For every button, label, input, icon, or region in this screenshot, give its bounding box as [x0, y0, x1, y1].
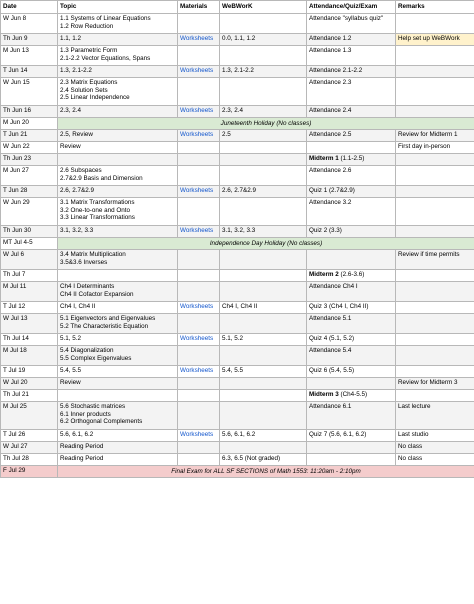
remarks-cell[interactable]: [396, 106, 474, 118]
materials-cell[interactable]: [178, 302, 220, 314]
table-row: [1, 142, 474, 154]
remarks-cell[interactable]: [396, 282, 474, 302]
remarks-cell[interactable]: [396, 78, 474, 106]
attendance-cell[interactable]: [307, 402, 396, 430]
worksheets-link[interactable]: Worksheets: [180, 367, 214, 374]
remarks-cell[interactable]: Help set up WeBWork: [396, 34, 474, 46]
table-row: [1, 430, 474, 442]
webwork-cell[interactable]: 0.0, 1.1, 1.2: [220, 34, 307, 46]
webwork-cell[interactable]: 5.4, 5.5: [220, 366, 307, 378]
materials-cell[interactable]: [178, 270, 220, 282]
materials-cell[interactable]: [178, 186, 220, 198]
topic-line: 2.3, 2.4: [60, 107, 82, 114]
materials-cell[interactable]: [178, 366, 220, 378]
webwork-cell[interactable]: 6.3, 6.5 (Not graded): [220, 454, 307, 466]
attendance-cell[interactable]: [307, 34, 396, 46]
date-cell[interactable]: M Jun 13: [1, 46, 58, 66]
date-cell[interactable]: Th Jun 23: [1, 154, 58, 166]
webwork-cell[interactable]: [220, 378, 307, 390]
remarks-cell[interactable]: [396, 270, 474, 282]
topic-line: 5.1, 5.2: [60, 335, 82, 342]
topic-cell[interactable]: [58, 402, 178, 430]
attendance-text: Attendance 6.1: [309, 403, 352, 410]
date-cell[interactable]: Th Jul 28: [1, 454, 58, 466]
table-row: [1, 130, 474, 142]
worksheets-link[interactable]: Worksheets: [180, 227, 214, 234]
worksheets-link[interactable]: Worksheets: [180, 107, 214, 114]
materials-cell[interactable]: [178, 46, 220, 66]
attendance-text: Attendance 5.4: [309, 347, 352, 354]
remarks-cell[interactable]: [396, 198, 474, 226]
table-row: [1, 282, 474, 302]
holiday-banner: Independence Day Holiday (No classes): [58, 238, 474, 250]
worksheets-link[interactable]: Worksheets: [180, 335, 214, 342]
topic-line: 1.3, 2.1-2.2: [60, 67, 92, 74]
date-cell[interactable]: W Jun 15: [1, 78, 58, 106]
table-row: [1, 402, 474, 430]
final-exam-banner: Final Exam for ALL SF SECTIONS of Math 1553: 11:20am - 2:10pm: [58, 466, 474, 478]
midterm-label: Midterm 2: [309, 271, 339, 278]
date-cell[interactable]: T Jul 19: [1, 366, 58, 378]
topic-line: 1.2 Row Reduction: [60, 22, 114, 30]
date-cell[interactable]: F Jul 29: [1, 466, 58, 478]
attendance-text: Quiz 6 (5.4, 5.5): [309, 367, 355, 374]
topic-line: 5.4, 5.5: [60, 367, 82, 374]
topic-line: 3.2 One-to-one and Onto: [60, 206, 131, 214]
schedule-body: [1, 14, 474, 478]
attendance-text: Quiz 3 (Ch4 I, Ch4 II): [309, 303, 369, 310]
topic-cell[interactable]: [58, 154, 178, 166]
webwork-cell[interactable]: [220, 78, 307, 106]
webwork-cell[interactable]: [220, 14, 307, 34]
topic-cell[interactable]: [58, 334, 178, 346]
webwork-cell[interactable]: 5.1, 5.2: [220, 334, 307, 346]
date-cell[interactable]: W Jun 29: [1, 198, 58, 226]
attendance-cell[interactable]: [307, 302, 396, 314]
table-row: [1, 390, 474, 402]
topic-line: 5.4 Diagonalization: [60, 347, 114, 354]
webwork-cell[interactable]: 2.5: [220, 130, 307, 142]
webwork-cell[interactable]: [220, 154, 307, 166]
topic-line: 3.4 Matrix Multiplication: [60, 251, 126, 258]
topic-line: Reading Period: [60, 455, 104, 462]
date-cell[interactable]: Th Jun 9: [1, 34, 58, 46]
attendance-cell[interactable]: [307, 282, 396, 302]
materials-cell[interactable]: [178, 166, 220, 186]
remarks-cell[interactable]: Review for Midterm 1: [396, 130, 474, 142]
topic-cell[interactable]: [58, 106, 178, 118]
attendance-cell[interactable]: [307, 66, 396, 78]
attendance-text: Attendance 2.5: [309, 131, 352, 138]
topic-cell[interactable]: [58, 378, 178, 390]
topic-line: Review: [60, 143, 81, 150]
topic-line: 2.6 Subspaces: [60, 167, 102, 174]
remarks-cell[interactable]: [396, 66, 474, 78]
topic-line: Ch4 I Determinants: [60, 283, 115, 290]
materials-cell[interactable]: [178, 198, 220, 226]
topic-cell[interactable]: [58, 226, 178, 238]
attendance-text: Attendance 2.6: [309, 167, 352, 174]
topic-cell[interactable]: [58, 130, 178, 142]
remarks-cell[interactable]: [396, 390, 474, 402]
date-cell[interactable]: W Jul 20: [1, 378, 58, 390]
materials-cell[interactable]: [178, 402, 220, 430]
table-row: [1, 270, 474, 282]
worksheets-link[interactable]: Worksheets: [180, 67, 214, 74]
topic-cell[interactable]: [58, 186, 178, 198]
webwork-cell[interactable]: 2.6, 2.7&2.9: [220, 186, 307, 198]
table-row: [1, 334, 474, 346]
header-row: [1, 1, 474, 14]
attendance-cell[interactable]: [307, 78, 396, 106]
materials-cell[interactable]: [178, 78, 220, 106]
topic-cell[interactable]: [58, 250, 178, 270]
topic-cell[interactable]: [58, 34, 178, 46]
attendance-text: (2.6-3.6): [338, 271, 365, 278]
attendance-text: (1.1-2.5): [338, 155, 365, 162]
date-cell[interactable]: M Jul 18: [1, 346, 58, 366]
attendance-cell[interactable]: [307, 130, 396, 142]
webwork-cell[interactable]: [220, 314, 307, 334]
header-webwork[interactable]: WeBWorK: [220, 1, 307, 14]
header-remarks[interactable]: Remarks: [396, 1, 474, 14]
date-cell[interactable]: W Jul 27: [1, 442, 58, 454]
attendance-cell[interactable]: [307, 366, 396, 378]
date-cell[interactable]: T Jul 26: [1, 430, 58, 442]
topic-line: 5.1 Eigenvectors and Eigenvalues: [60, 315, 156, 322]
webwork-cell[interactable]: [220, 442, 307, 454]
topic-line: Review: [60, 379, 81, 386]
topic-line: 3.1, 3.2, 3.3: [60, 227, 94, 234]
materials-cell[interactable]: [178, 282, 220, 302]
remarks-cell[interactable]: [396, 226, 474, 238]
table-row: [1, 166, 474, 186]
table-row: [1, 186, 474, 198]
header-date[interactable]: Date: [1, 1, 58, 14]
topic-cell[interactable]: [58, 166, 178, 186]
topic-line: 5.6, 6.1, 6.2: [60, 431, 94, 438]
remarks-cell[interactable]: [396, 346, 474, 366]
attendance-text: Attendance 2.3: [309, 79, 352, 86]
attendance-cell[interactable]: [307, 314, 396, 334]
remarks-cell[interactable]: [396, 166, 474, 186]
topic-line: 5.5 Complex Eigenvalues: [60, 354, 132, 362]
table-row: [1, 442, 474, 454]
attendance-cell[interactable]: [307, 430, 396, 442]
date-cell[interactable]: W Jul 13: [1, 314, 58, 334]
table-row: [1, 302, 474, 314]
remarks-cell[interactable]: [396, 14, 474, 34]
table-row: [1, 314, 474, 334]
topic-line: 2.5, Review: [60, 131, 93, 138]
remarks-cell[interactable]: [396, 314, 474, 334]
attendance-cell[interactable]: [307, 154, 396, 166]
date-cell[interactable]: M Jul 25: [1, 402, 58, 430]
attendance-text: Attendance 2.1-2.2: [309, 67, 363, 74]
worksheets-link[interactable]: Worksheets: [180, 431, 214, 438]
topic-cell[interactable]: [58, 66, 178, 78]
remarks-cell[interactable]: [396, 154, 474, 166]
attendance-cell[interactable]: [307, 166, 396, 186]
remarks-cell[interactable]: First day in-person: [396, 142, 474, 154]
table-row: [1, 154, 474, 166]
date-cell[interactable]: T Jun 21: [1, 130, 58, 142]
materials-cell[interactable]: [178, 142, 220, 154]
attendance-cell[interactable]: [307, 186, 396, 198]
webwork-cell[interactable]: [220, 250, 307, 270]
worksheets-link[interactable]: Worksheets: [180, 187, 214, 194]
topic-cell[interactable]: [58, 366, 178, 378]
materials-cell[interactable]: [178, 34, 220, 46]
date-cell[interactable]: Th Jul 21: [1, 390, 58, 402]
remarks-cell[interactable]: Last lecture: [396, 402, 474, 430]
topic-cell[interactable]: [58, 142, 178, 154]
remarks-cell[interactable]: [396, 366, 474, 378]
topic-cell[interactable]: [58, 390, 178, 402]
date-cell[interactable]: Th Jul 7: [1, 270, 58, 282]
attendance-text: Attendance Ch4 I: [309, 283, 358, 290]
topic-line: 2.1-2.2 Vector Equations, Spans: [60, 54, 151, 62]
header-attendance[interactable]: Attendance/Quiz/Exam: [307, 1, 396, 14]
topic-cell[interactable]: [58, 198, 178, 226]
materials-cell[interactable]: [178, 442, 220, 454]
table-row: [1, 118, 474, 130]
attendance-text: Attendance "syllabus quiz": [309, 15, 384, 22]
remarks-cell[interactable]: No class: [396, 454, 474, 466]
webwork-cell[interactable]: [220, 46, 307, 66]
topic-cell[interactable]: [58, 442, 178, 454]
table-row: [1, 198, 474, 226]
materials-cell[interactable]: [178, 226, 220, 238]
materials-cell[interactable]: [178, 334, 220, 346]
webwork-cell[interactable]: [220, 142, 307, 154]
topic-line: 6.2 Orthogonal Complements: [60, 418, 143, 426]
topic-cell[interactable]: [58, 78, 178, 106]
topic-line: 6.1 Inner products: [60, 410, 111, 418]
topic-cell[interactable]: [58, 302, 178, 314]
materials-cell[interactable]: [178, 314, 220, 334]
materials-cell[interactable]: [178, 378, 220, 390]
attendance-cell[interactable]: [307, 14, 396, 34]
topic-line: Ch4 I, Ch4 II: [60, 303, 96, 310]
table-row: [1, 106, 474, 118]
attendance-cell[interactable]: [307, 390, 396, 402]
attendance-text: Quiz 7 (5.6, 6.1, 6.2): [309, 431, 367, 438]
topic-line: 5.6 Stochastic matrices: [60, 403, 126, 410]
webwork-cell[interactable]: 2.3, 2.4: [220, 106, 307, 118]
date-cell[interactable]: W Jun 8: [1, 14, 58, 34]
materials-cell[interactable]: [178, 14, 220, 34]
topic-line: 3.1 Matrix Transformations: [60, 199, 135, 206]
attendance-cell[interactable]: [307, 226, 396, 238]
table-row: [1, 346, 474, 366]
topic-cell[interactable]: [58, 282, 178, 302]
materials-cell[interactable]: [178, 346, 220, 366]
topic-cell[interactable]: [58, 314, 178, 334]
date-cell[interactable]: Th Jun 16: [1, 106, 58, 118]
attendance-cell[interactable]: [307, 106, 396, 118]
topic-line: Reading Period: [60, 443, 104, 450]
attendance-text: Attendance 1.3: [309, 47, 352, 54]
remarks-cell[interactable]: [396, 46, 474, 66]
topic-cell[interactable]: [58, 46, 178, 66]
worksheets-link[interactable]: Worksheets: [180, 35, 214, 42]
date-cell[interactable]: W Jun 22: [1, 142, 58, 154]
attendance-text: (Ch4-5.5): [338, 391, 368, 398]
attendance-cell[interactable]: [307, 270, 396, 282]
table-row: [1, 238, 474, 250]
table-row: [1, 34, 474, 46]
webwork-cell[interactable]: [220, 166, 307, 186]
topic-line: Ch4 II Cofactor Expansion: [60, 290, 134, 298]
table-row: [1, 366, 474, 378]
topic-line: 2.3 Matrix Equations: [60, 79, 118, 86]
date-cell[interactable]: W Jul 6: [1, 250, 58, 270]
topic-cell[interactable]: [58, 270, 178, 282]
topic-line: 3.3 Linear Transformations: [60, 214, 135, 222]
remarks-cell[interactable]: Review if time permits: [396, 250, 474, 270]
date-cell[interactable]: T Jun 14: [1, 66, 58, 78]
materials-cell[interactable]: [178, 430, 220, 442]
remarks-cell[interactable]: [396, 334, 474, 346]
webwork-cell[interactable]: [220, 402, 307, 430]
attendance-text: Attendance 3.2: [309, 199, 352, 206]
attendance-text: Attendance 2.4: [309, 107, 352, 114]
date-cell[interactable]: MT Jul 4-5: [1, 238, 58, 250]
topic-cell[interactable]: [58, 346, 178, 366]
materials-cell[interactable]: [178, 454, 220, 466]
materials-cell[interactable]: [178, 130, 220, 142]
table-row: [1, 466, 474, 478]
worksheets-link[interactable]: Worksheets: [180, 131, 214, 138]
topic-line: 3.5&3.6 Inverses: [60, 258, 108, 266]
midterm-label: Midterm 3: [309, 391, 339, 398]
attendance-text: Quiz 2 (3.3): [309, 227, 342, 234]
topic-line: 5.2 The Characteristic Equation: [60, 322, 149, 330]
webwork-cell[interactable]: 3.1, 3.2, 3.3: [220, 226, 307, 238]
table-row: [1, 14, 474, 34]
topic-line: 2.5 Linear Independence: [60, 94, 130, 102]
attendance-cell[interactable]: [307, 442, 396, 454]
attendance-cell[interactable]: [307, 346, 396, 366]
attendance-cell[interactable]: [307, 198, 396, 226]
materials-cell[interactable]: [178, 66, 220, 78]
attendance-cell[interactable]: [307, 378, 396, 390]
header-materials[interactable]: Materials: [178, 1, 220, 14]
attendance-text: Attendance 1.2: [309, 35, 352, 42]
table-row: [1, 46, 474, 66]
topic-cell[interactable]: [58, 454, 178, 466]
table-row: [1, 226, 474, 238]
attendance-text: Quiz 4 (5.1, 5.2): [309, 335, 355, 342]
topic-line: 1.3 Parametric Form: [60, 47, 118, 54]
topic-line: 2.4 Solution Sets: [60, 86, 108, 94]
attendance-cell[interactable]: [307, 142, 396, 154]
remarks-cell[interactable]: [396, 186, 474, 198]
webwork-cell[interactable]: [220, 282, 307, 302]
remarks-cell[interactable]: Last studio: [396, 430, 474, 442]
table-row: [1, 78, 474, 106]
date-cell[interactable]: M Jun 20: [1, 118, 58, 130]
date-cell[interactable]: M Jun 27: [1, 166, 58, 186]
table-row: [1, 378, 474, 390]
materials-cell[interactable]: [178, 390, 220, 402]
webwork-cell[interactable]: [220, 270, 307, 282]
attendance-cell[interactable]: [307, 250, 396, 270]
webwork-cell[interactable]: [220, 346, 307, 366]
remarks-cell[interactable]: No class: [396, 442, 474, 454]
date-cell[interactable]: T Jul 12: [1, 302, 58, 314]
worksheets-link[interactable]: Worksheets: [180, 303, 214, 310]
remarks-cell[interactable]: [396, 302, 474, 314]
table-row: [1, 66, 474, 78]
topic-cell[interactable]: [58, 430, 178, 442]
webwork-cell[interactable]: Ch4 I, Ch4 II: [220, 302, 307, 314]
materials-cell[interactable]: [178, 250, 220, 270]
webwork-cell[interactable]: 5.6, 6.1, 6.2: [220, 430, 307, 442]
webwork-cell[interactable]: 1.3, 2.1-2.2: [220, 66, 307, 78]
table-row: [1, 250, 474, 270]
topic-line: 2.7&2.9 Basis and Dimension: [60, 174, 143, 182]
holiday-banner: Juneteenth Holiday (No classes): [58, 118, 474, 130]
webwork-cell[interactable]: [220, 198, 307, 226]
materials-cell[interactable]: [178, 154, 220, 166]
webwork-cell[interactable]: [220, 390, 307, 402]
remarks-cell[interactable]: Review for Midterm 3: [396, 378, 474, 390]
attendance-cell[interactable]: [307, 454, 396, 466]
attendance-cell[interactable]: [307, 46, 396, 66]
topic-line: 2.6, 2.7&2.9: [60, 187, 94, 194]
date-cell[interactable]: M Jul 11: [1, 282, 58, 302]
attendance-cell[interactable]: [307, 334, 396, 346]
topic-cell[interactable]: [58, 14, 178, 34]
topic-line: 1.1, 1.2: [60, 35, 82, 42]
attendance-text: Quiz 1 (2.7&2.9): [309, 187, 355, 194]
midterm-label: Midterm 1: [309, 155, 339, 162]
date-cell[interactable]: Th Jun 30: [1, 226, 58, 238]
table-row: [1, 454, 474, 466]
topic-line: 1.1 Systems of Linear Equations: [60, 15, 151, 22]
header-topic[interactable]: Topic: [58, 1, 178, 14]
date-cell[interactable]: T Jun 28: [1, 186, 58, 198]
date-cell[interactable]: Th Jul 14: [1, 334, 58, 346]
attendance-text: Attendance 5.1: [309, 315, 352, 322]
materials-cell[interactable]: [178, 106, 220, 118]
